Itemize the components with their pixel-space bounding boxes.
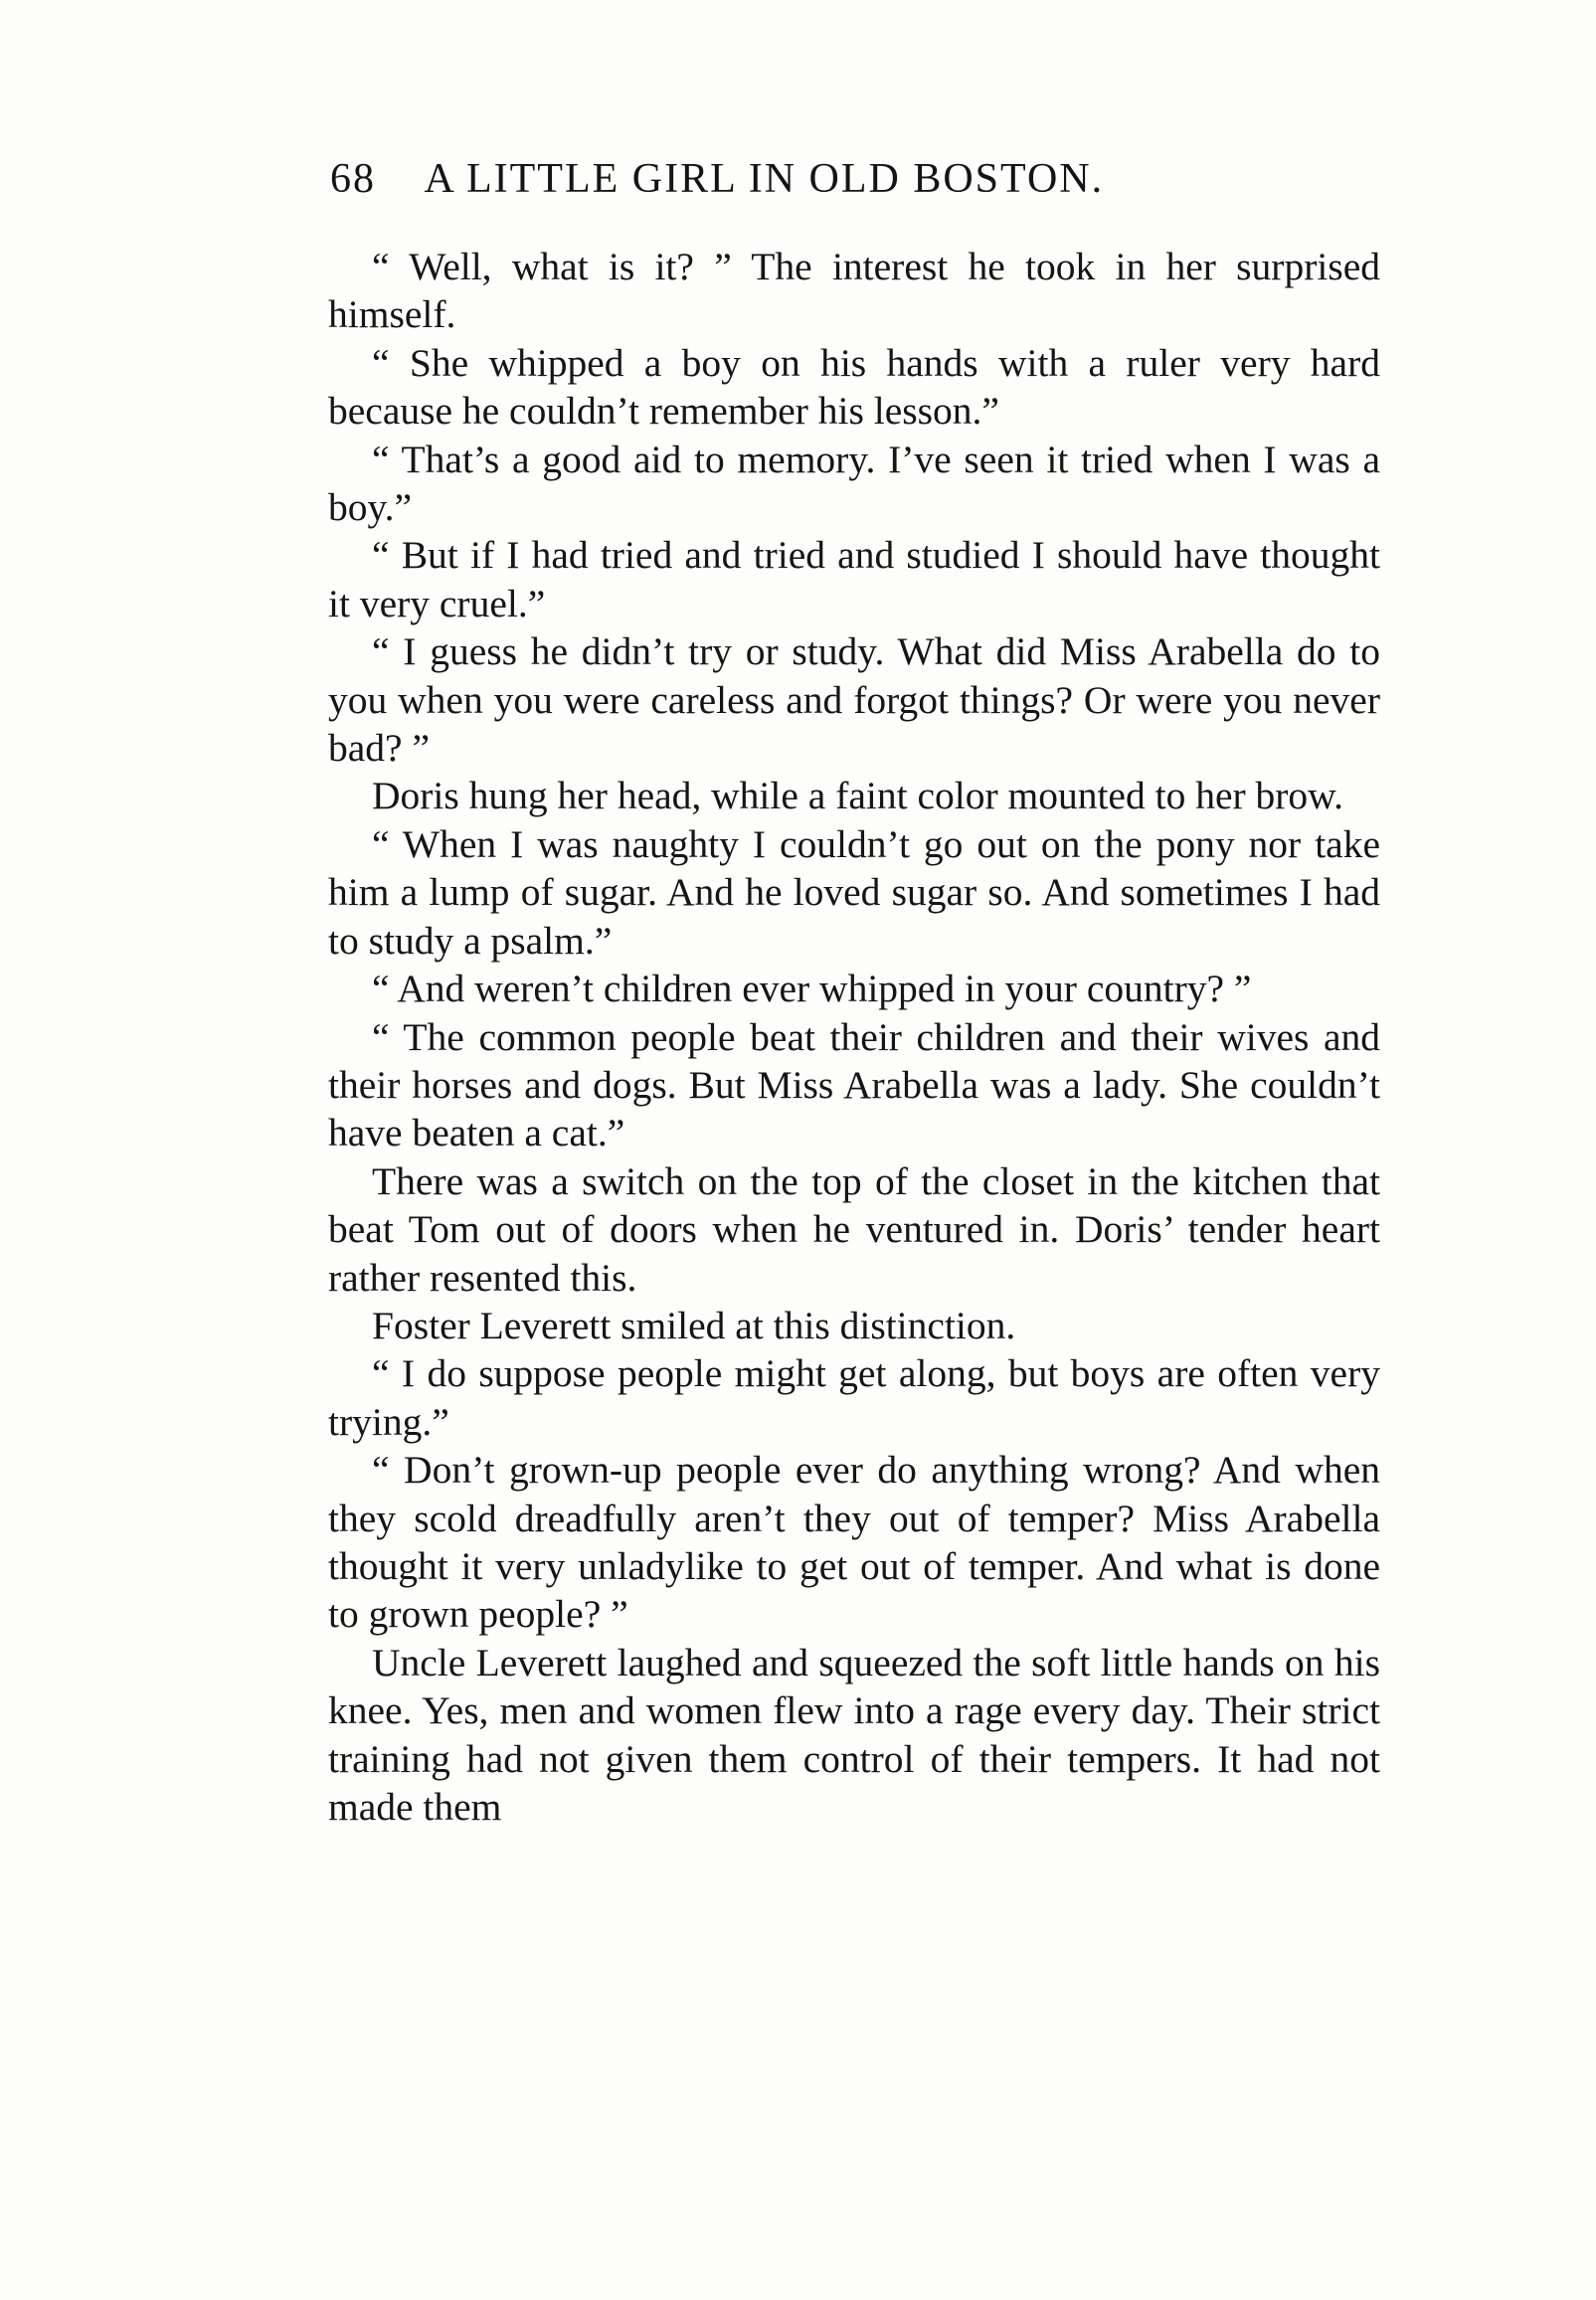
page-number: 68 — [330, 156, 376, 202]
paragraph: “ Don’t grown-up people ever do anything wrong? And when they scold dreadfully aren’t they out of temper? Miss Arabella thought it very unladylike to get out of temper. And what is done to grown people? ” — [328, 1448, 1380, 1637]
paragraph: “ That’s a good aid to memory. I’ve seen it tried when I was a boy.” — [328, 437, 1380, 530]
running-head — [330, 155, 1384, 215]
paragraph: “ I do suppose people might get along, but boys are often very trying.” — [328, 1351, 1380, 1444]
paragraph: Doris hung her head, while a faint color mounted to her brow. — [372, 774, 1343, 818]
body-text — [328, 243, 1380, 1831]
paragraph: There was a switch on the top of the closet in the kitchen that beat Tom out of doors when he ventured in. Doris’ tender heart rather resented this. — [328, 1158, 1380, 1300]
paragraph: “ I guess he didn’t try or study. What did Miss Arabella do to you when you were careless and forgot things? Or were you never bad? ” — [328, 629, 1380, 771]
paragraph: “ The common people beat their children and their wives and their horses and dogs. But Miss Arabella was a lady. She couldn’t have beaten a cat.” — [328, 1014, 1380, 1155]
paragraph: “ When I was naughty I couldn’t go out on the pony nor take him a lump of sugar. And he loved sugar so. And sometimes I had to study a psalm.” — [328, 821, 1380, 963]
paragraph: “ And weren’t children ever whipped in your country? ” — [372, 967, 1252, 1011]
book-title: A LITTLE GIRL IN OLD BOSTON. — [424, 156, 1105, 202]
paragraph: Uncle Leverett laughed and squeezed the soft little hands on his knee. Yes, men and women flew into a rage every day. Their strict training had not given them control of their tempers. It had not made them — [328, 1640, 1380, 1829]
paragraph: “ But if I had tried and tried and studied I should have thought it very cruel.” — [328, 533, 1380, 625]
paragraph: “ Well, what is it? ” The interest he took in her surprised himself. — [328, 245, 1380, 337]
paragraph: “ She whipped a boy on his hands with a ruler very hard because he couldn’t remember his lesson.” — [328, 340, 1380, 434]
paragraph: Foster Leverett smiled at this distinction. — [372, 1303, 1016, 1347]
